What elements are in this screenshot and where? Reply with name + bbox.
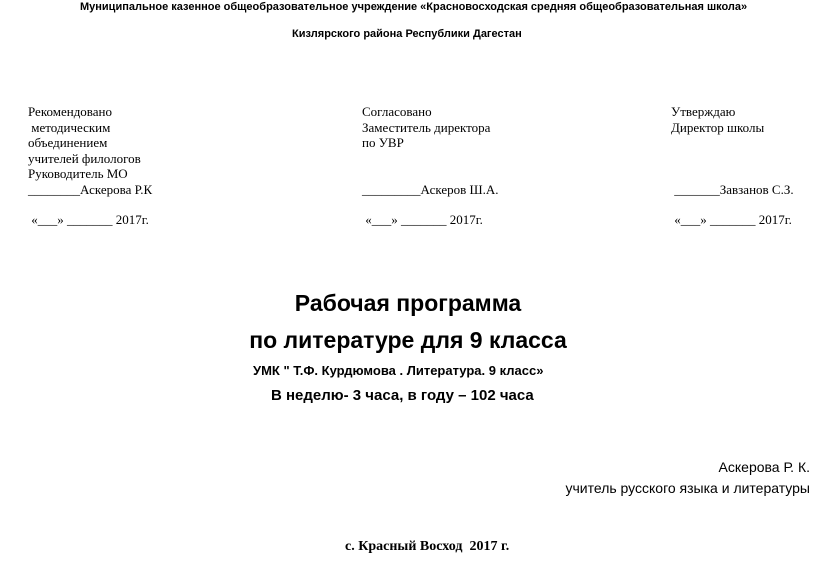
spacer (671, 166, 794, 182)
program-subtitle: по литературе для 9 класса (249, 327, 567, 353)
approve-date: «___» _______ 2017г. (671, 212, 792, 227)
recommended-label: Рекомендовано (28, 104, 112, 119)
hours-line: В неделю- 3 часа, в году – 102 часа (271, 387, 534, 404)
recommended-line2: методическим (28, 119, 111, 135)
approval-approve-block (671, 104, 794, 197)
agreed-signature: _________Аскеров Ш.А. (362, 181, 499, 197)
recommended-line3: объединением (28, 135, 108, 150)
spacer (362, 151, 499, 167)
agreed-line3: по УВР (362, 135, 404, 150)
approve-signature: _______Завзанов С.З. (671, 181, 794, 197)
program-title: Рабочая программа (294, 290, 522, 316)
place-year: с. Красный Восход 2017 г. (345, 539, 510, 554)
author-name: Аскерова Р. К. (718, 459, 810, 475)
recommended-line5: Руководитель МО (28, 166, 128, 181)
recommended-date: «___» _______ 2017г. (28, 212, 149, 227)
district-line: Кизлярского района Республики Дагестан (292, 28, 522, 40)
agreed-line2: Заместитель директора (362, 119, 491, 135)
spacer (671, 135, 794, 151)
school-name-line: Муниципальное казенное общеобразовательное учреждение «Красновосходская средняя общеобразовательная школа» (80, 1, 748, 13)
spacer (362, 166, 499, 182)
author-position: учитель русского языка и литературы (565, 480, 810, 496)
recommended-signature: ________Аскерова Р.К (28, 181, 153, 197)
approval-recommended-block (28, 104, 152, 197)
approve-label: Утверждаю (671, 104, 736, 119)
approve-line2: Директор школы (671, 119, 765, 135)
umk-line: УМК " Т.Ф. Курдюмова . Литература. 9 класс» (253, 363, 544, 378)
approval-agreed-block (362, 104, 499, 197)
agreed-label: Согласовано (362, 104, 432, 119)
spacer (671, 151, 794, 167)
agreed-date: «___» _______ 2017г. (362, 212, 483, 227)
recommended-line4: учителей филологов (28, 150, 141, 166)
